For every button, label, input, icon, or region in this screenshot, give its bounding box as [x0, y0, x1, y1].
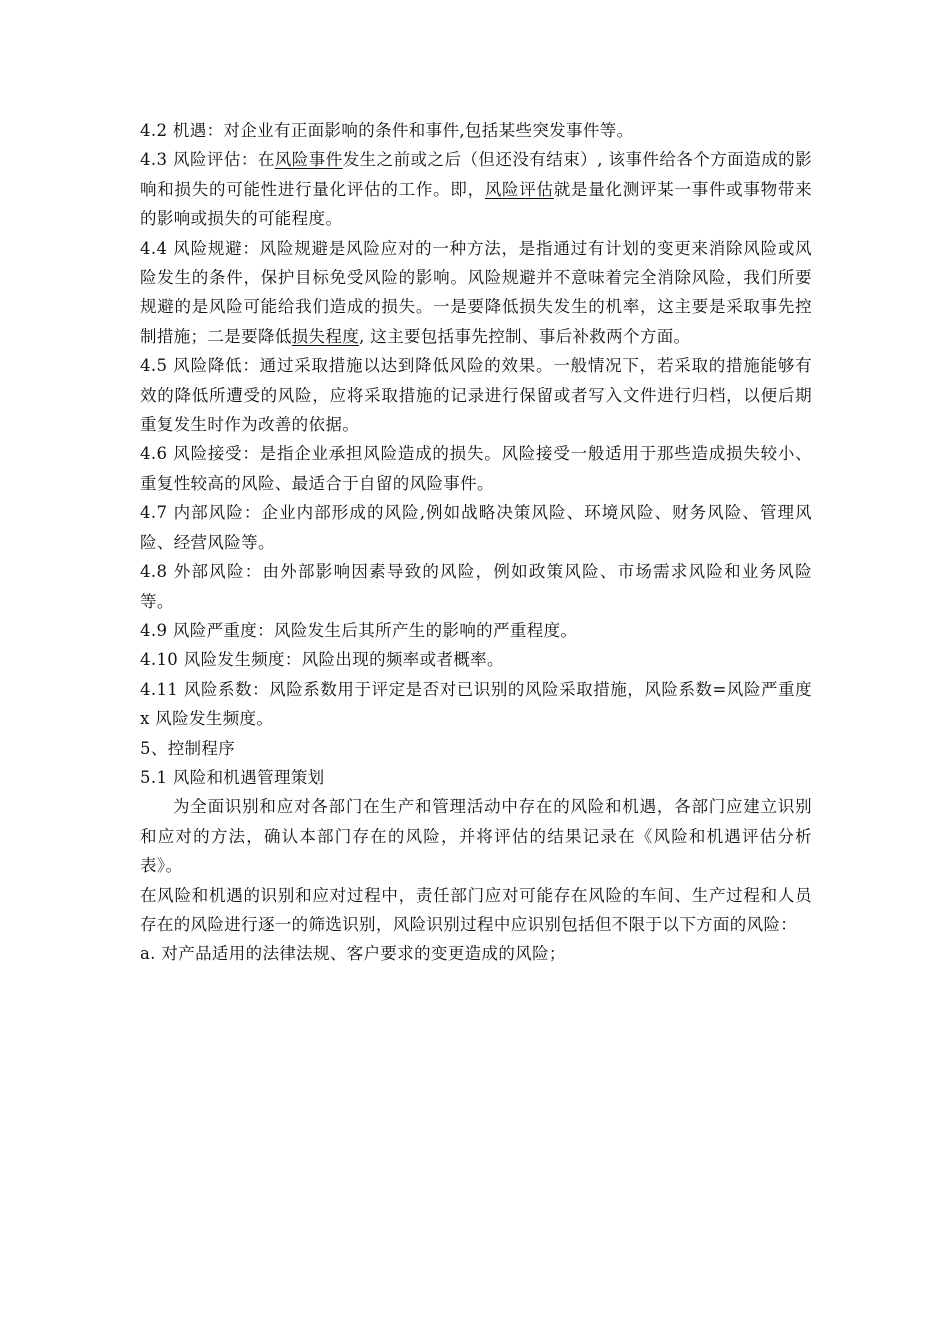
body-paragraph: [140, 675, 812, 734]
body-paragraph: [140, 351, 812, 439]
body-paragraph: [140, 498, 812, 557]
paragraph-text: 4.9 风险严重度：风险发生后其所产生的影响的严重程度。: [140, 620, 578, 640]
body-paragraph: [140, 881, 812, 940]
body-paragraph: [140, 145, 812, 233]
body-paragraph: [140, 939, 812, 968]
paragraph-text: 4.8 外部风险：由外部影响因素导致的风险，例如政策风险、市场需求风险和业务风险等。: [140, 562, 812, 611]
body-paragraph: [140, 234, 812, 352]
body-paragraph: [140, 734, 812, 763]
body-paragraph: [140, 116, 812, 145]
underlined-term: 损失程度: [291, 326, 360, 346]
paragraph-text: 在风险和机遇的识别和应对过程中，责任部门应对可能存在风险的车间、生产过程和人员存在的风险进行逐一的筛选识别，风险识别过程中应识别包括但不限于以下方面的风险：: [140, 885, 812, 934]
paragraph-text: a. 对产品适用的法律法规、客户要求的变更造成的风险；: [140, 944, 566, 964]
paragraph-text: 5.1 风险和机遇管理策划: [140, 767, 325, 787]
body-paragraph: [140, 557, 812, 616]
paragraph-text: 4.11 风险系数：风险系数用于评定是否对已识别的风险采取措施，风险系数=风险严重度 x 风险发生频度。: [140, 679, 812, 729]
paragraph-text: 4.10 风险发生频度：风险出现的频率或者概率。: [140, 650, 504, 670]
paragraph-text: 为全面识别和应对各部门在生产和管理活动中存在的风险和机遇，各部门应建立识别和应对的方法，确认本部门存在的风险，并将评估的结果记录在《风险和机遇评估分析表》。: [140, 797, 812, 876]
underlined-term: 风险评估: [484, 179, 554, 199]
body-paragraph: [140, 439, 812, 498]
body-paragraph: [140, 645, 812, 674]
paragraph-text: 4.7 内部风险：企业内部形成的风险,例如战略决策风险、环境风险、财务风险、管理风险、经营风险等。: [140, 503, 812, 552]
paragraph-text: , 这主要包括事先控制、事后补救两个方面。: [359, 326, 691, 346]
body-paragraph: [140, 616, 812, 645]
paragraph-text: 就是量化测评某一事件或事物带来的影响或损失的可能程度。: [140, 179, 812, 229]
paragraph-text: 发生之前或之后（但还没有结束）, 该事件给各个方面造成的影响和损失的可能性进行量化评估的工作。即，: [140, 150, 812, 199]
document-body: [140, 116, 812, 969]
paragraph-text: 5、控制程序: [140, 738, 236, 758]
paragraph-text: 4.5 风险降低：通过采取措施以达到降低风险的效果。一般情况下，若采取的措施能够有效的降低所遭受的风险，应将采取措施的记录进行保留或者写入文件进行归档，以便后期重复发生时作为改善的依据。: [140, 356, 812, 435]
underlined-term: 风险事件: [274, 150, 343, 170]
paragraph-text: 4.6 风险接受：是指企业承担风险造成的损失。风险接受一般适用于那些造成损失较小、重复性较高的风险、最适合于自留的风险事件。: [140, 444, 812, 493]
body-paragraph: [140, 763, 812, 792]
paragraph-text: 4.4 风险规避：风险规避是风险应对的一种方法，是指通过有计划的变更来消除风险或风险发生的条件，保护目标免受风险的影响。风险规避并不意味着完全消除风险，我们所要规避的是风险可能给我们造成的损失。一是要降低损失发生的机率，这主要是采取事先控制措施；二是要降低: [140, 238, 812, 346]
paragraph-text: 4.3 风险评估：在: [140, 150, 275, 170]
paragraph-text: 4.2 机遇：对企业有正面影响的条件和事件,包括某些突发事件等。: [140, 121, 634, 140]
body-paragraph: [140, 792, 812, 880]
